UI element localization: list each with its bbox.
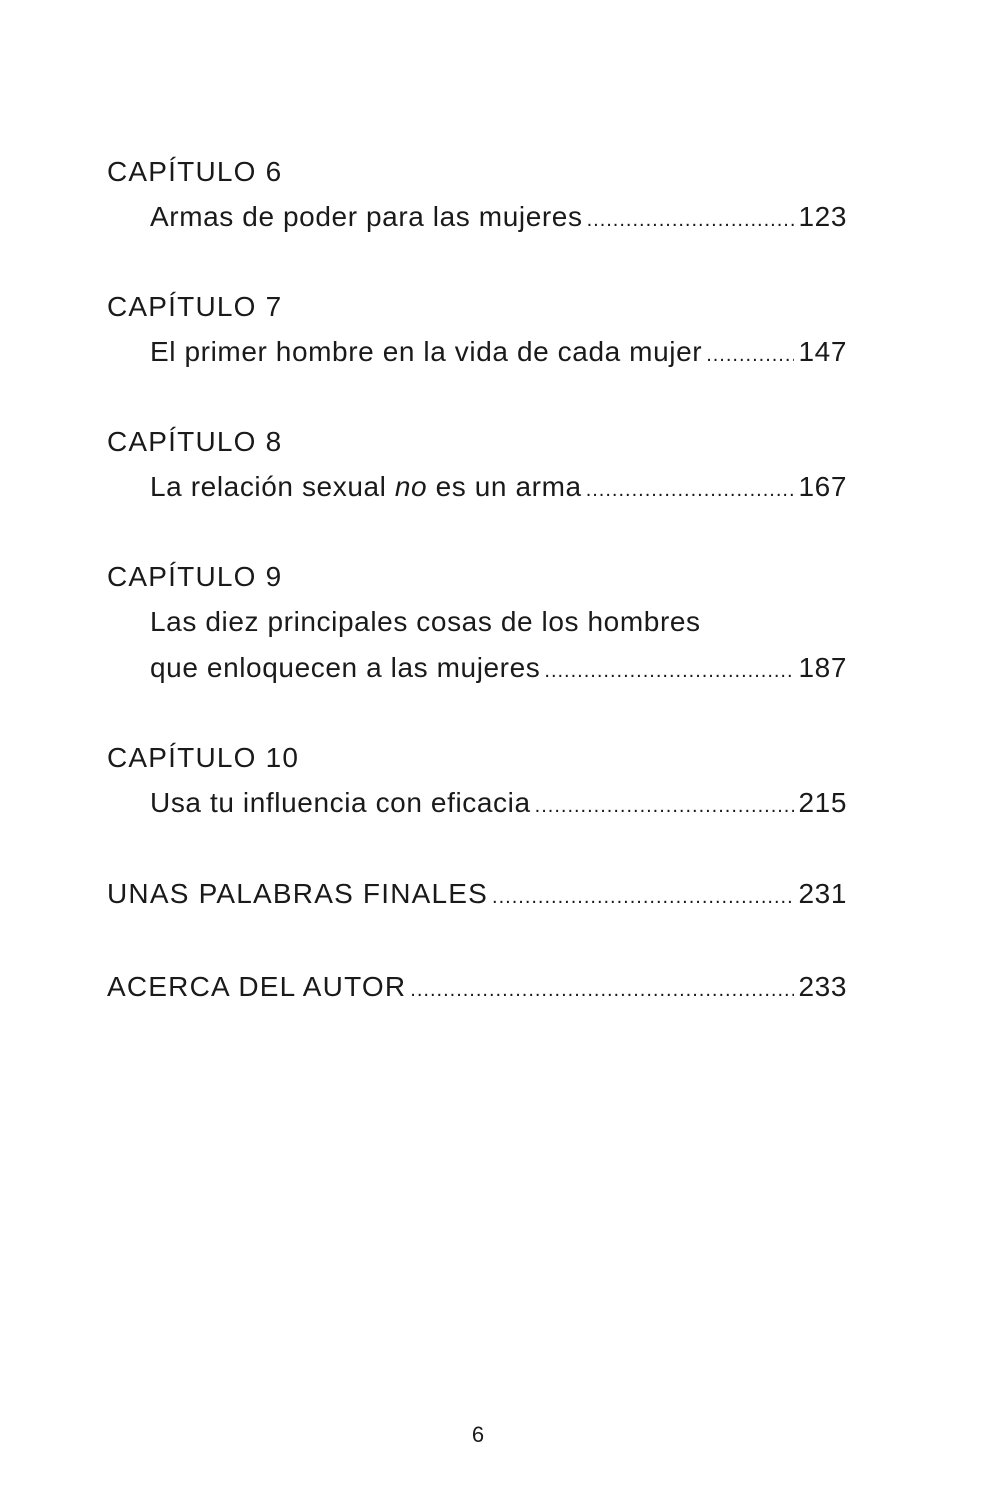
dot-leader xyxy=(492,874,794,920)
toc-chapter-9 xyxy=(107,555,847,694)
toc-entry xyxy=(107,645,847,694)
toc-entry xyxy=(107,780,847,829)
toc-chapter-8 xyxy=(107,420,847,513)
chapter-label: CAPÍTULO 6 xyxy=(107,156,283,187)
chapter-title: Armas de poder para las mujeres xyxy=(150,201,583,232)
toc-entry xyxy=(107,464,847,513)
page-number: 233 xyxy=(798,971,847,1002)
chapter-title-line-1: Las diez principales cosas de los hombres xyxy=(150,606,701,637)
toc-chapter-6 xyxy=(107,150,847,243)
page-number: 187 xyxy=(798,652,847,683)
dot-leader xyxy=(535,783,795,829)
chapter-label: CAPÍTULO 7 xyxy=(107,291,283,322)
chapter-title-part: La relación sexual xyxy=(150,471,395,502)
page-number: 231 xyxy=(798,878,847,909)
chapter-title: Usa tu influencia con eficacia xyxy=(150,787,531,818)
dot-leader xyxy=(544,648,794,694)
section-title: UNAS PALABRAS FINALES xyxy=(107,878,489,909)
section-title: ACERCA DEL AUTOR xyxy=(107,971,407,1002)
page-number: 215 xyxy=(798,787,847,818)
page-folio: 6 xyxy=(471,1422,485,1447)
dot-leader xyxy=(706,332,794,378)
chapter-label: CAPÍTULO 9 xyxy=(107,561,283,592)
dot-leader xyxy=(586,467,795,513)
page-number: 123 xyxy=(798,201,847,232)
toc-about-author xyxy=(107,964,847,1013)
chapter-title xyxy=(150,464,582,510)
page-number: 147 xyxy=(798,336,847,367)
toc-final-words xyxy=(107,871,847,920)
chapter-title-italic: no xyxy=(394,471,428,502)
chapter-title-line-2: que enloquecen a las mujeres xyxy=(150,652,541,683)
chapter-title: El primer hombre en la vida de cada mujer xyxy=(150,336,703,367)
page-number: 167 xyxy=(798,471,847,502)
table-of-contents xyxy=(107,150,847,1057)
toc-entry xyxy=(107,194,847,243)
dot-leader xyxy=(410,967,794,1013)
toc-entry xyxy=(107,329,847,378)
chapter-label: CAPÍTULO 8 xyxy=(107,426,283,457)
chapter-label: CAPÍTULO 10 xyxy=(107,742,300,773)
toc-chapter-7 xyxy=(107,285,847,378)
toc-chapter-10 xyxy=(107,736,847,829)
dot-leader xyxy=(587,197,795,243)
chapter-title-part: es un arma xyxy=(427,471,582,502)
